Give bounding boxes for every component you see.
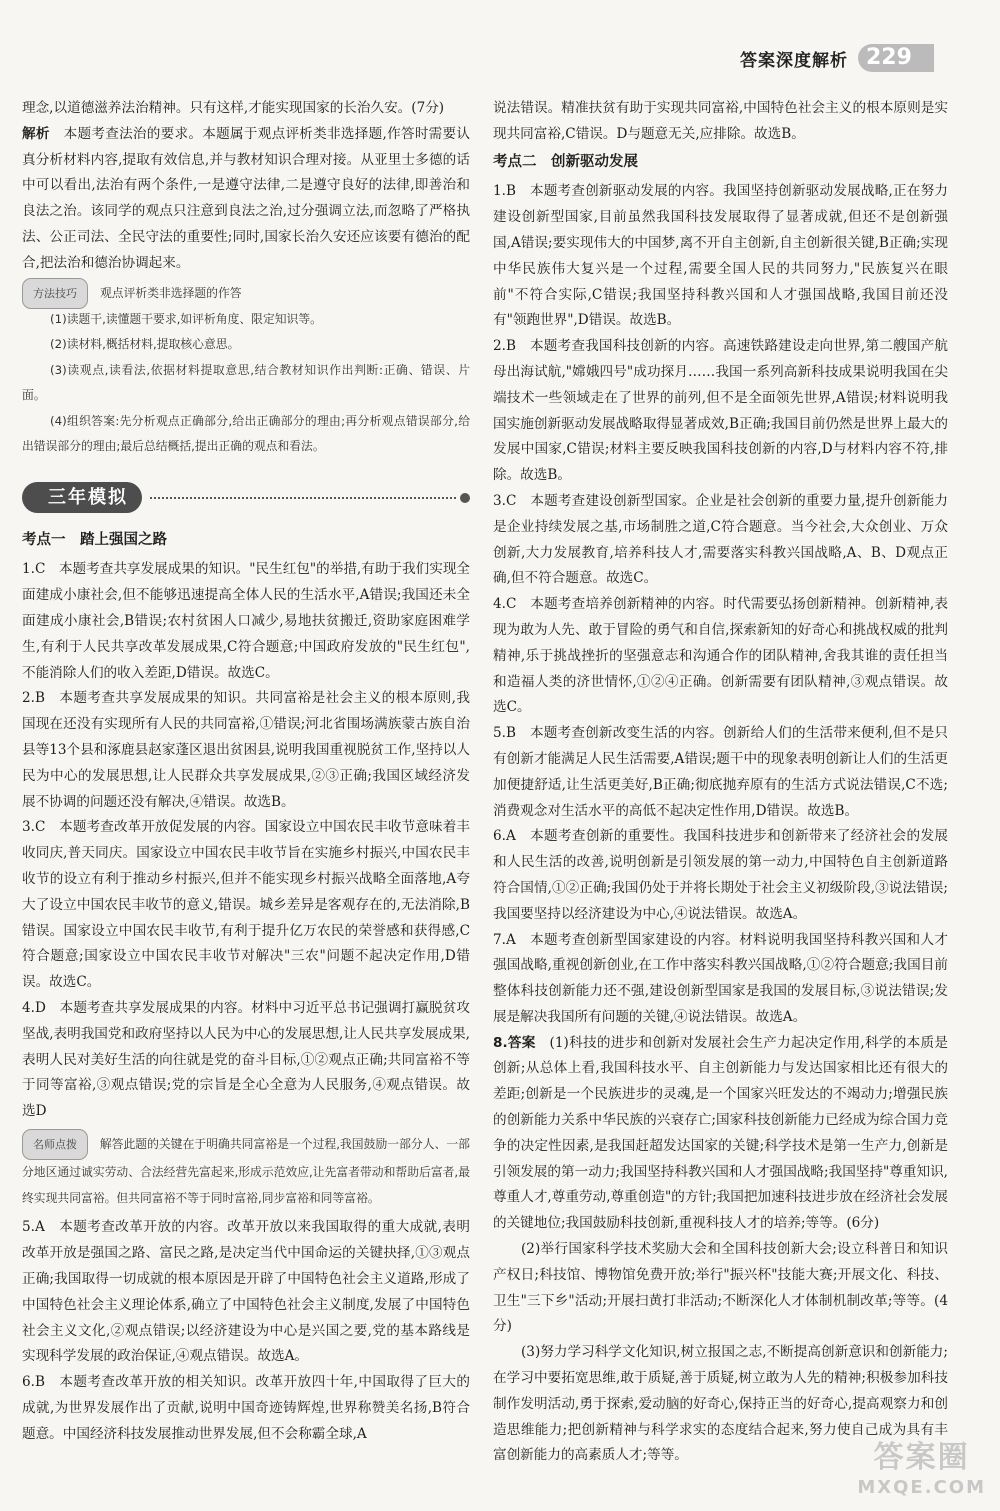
kp2-title: 考点二 创新驱动发展 <box>493 153 638 170</box>
tip-item: (3)读观点,读看法,依据材料提取意思,结合教材知识作出判断:正确、错误、片面。 <box>22 362 470 403</box>
tip-item: (2)读材料,概括材料,提取核心意思。 <box>50 337 240 352</box>
watermark-logo <box>857 1440 986 1503</box>
analysis-label: 解析 <box>22 125 50 142</box>
question-answer: 6.A 本题考查创新的重要性。我国科技进步和创新带来了经济社会的发展和人民生活的改善,说明创新是引领发展的第一动力,中国特色自主创新道路符合国情,①②正确;我国仍处于并将长期处于社会主义初级阶段,③说法错误;我国要坚持以经济建设为中心,④说法错误。故选A。 <box>493 828 948 922</box>
tip-item: (1)读题干,读懂题干要求,如评析角度、限定知识等。 <box>50 311 322 326</box>
tip-item: (4)组织答案:先分析观点正确部分,给出正确部分的理由;再分析观点错误部分,给出错误部分的理由;最后总结概括,提出正确的观点和看法。 <box>22 413 470 454</box>
answer-part: (2)举行国家科学技术奖励大会和全国科技创新大会;设立科普日和知识产权日;科技馆、博物馆免费开放;举行"振兴杯"技能大赛;开展文化、科技、卫生"三下乡"活动;开展扫黄打非活动;不断深化人才体制机制改革;等等。(4分) <box>493 1241 948 1335</box>
answer-part: (1)科技的进步和创新对发展社会生产力起决定作用,科学的本质是创新;从总体上看,我国科技水平、自主创新能力与发达国家相比还有很大的差距;创新是一个民族进步的灵魂,是一个国家兴旺发达的不竭动力;增强民族的创新能力关系中华民族的兴衰存亡;国家科技创新能力已经成为综合国力竞争的决定性因素,是我国赶超发达国家的关键;科学技术是第一生产力,创新是引领发展的第一动力;我国坚持科教兴国和人才强国战略;我国坚持"尊重知识,尊重人才,尊重劳动,尊重创造"的方针;我国把加速科技进步放在经济社会发展的关键地位;我国鼓励科技创新,重视科技人才的培养;等等。(6分) <box>493 1034 948 1232</box>
answer-8 <box>493 1031 948 1237</box>
question-answer: 1.C 本题考查共享发展成果的知识。"民生红包"的举措,有助于我们实现全面建成小康社会,但不能够迅速提高全体人民的生活水平,A错误;我国还未全面建成小康社会,B错误;农村贫困人口减少,易地扶贫搬迁,资助家庭困难学生,有利于人民共享改革发展成果,C符合题意;中国政府发放的"民生红包",不能消除人们的收入差距,D错误。故选C。 <box>22 561 471 681</box>
kp1-title: 考点一 踏上强国之路 <box>22 531 167 548</box>
paragraph: 理念,以道德滋养法治精神。只有这样,才能实现国家的长治久安。(7分) <box>22 100 445 116</box>
left-column <box>22 96 470 1448</box>
answer-label: 8.答案 <box>493 1034 536 1051</box>
tip-text: 解答此题的关键在于明确共同富裕是一个过程,我国鼓励一部分人、一部分地区通过诚实劳动、合法经营先富起来,形成示范效应,让先富者带动和帮助后富者,最终实现共同富裕。但共同富裕不等于同时富裕,同步富裕和同等富裕。 <box>22 1136 470 1205</box>
section-banner <box>22 478 470 518</box>
watermark-line: MXQE.COM <box>857 1477 986 1498</box>
question-answer: 5.B 本题考查创新改变生活的内容。创新给人们的生活带来便利,但不是只有创新才能满足人民生活需要,A错误;题干中的现象表明创新让人们的生活更加便捷舒适,让生活更美好,B正确;彻底抛弃原有的生活方式说法错误,C不选;消费观念对生活水平的高低不起决定性作用,D错误。故选B。 <box>493 725 948 819</box>
question-answer: 2.B 本题考查共享发展成果的知识。共同富裕是社会主义的根本原则,我国现在还没有实现所有人民的共同富裕,①错误;河北省围场满族蒙古族自治县等13个县和涿鹿县赵家蓬区退出贫困县,说明我国重视脱贫工作,坚持以人民为中心的发展思想,让人民群众共享发展成果,②③正确;我国区域经济发展不协调的问题还没有解决,④错误。故选B。 <box>22 690 470 810</box>
page-number: 229 <box>858 44 934 72</box>
answer-part: (3)努力学习科学文化知识,树立报国之志,不断提高创新意识和创新能力;在学习中要拓宽思维,敢于质疑,善于质疑,树立敢为人先的精神;积极参加科技制作发明活动,勇于探索,爱动脑的好奇心,保持正当的好奇心,提高观察力和创造思维能力;把创新精神与科学求实的态度结合起来,努力使自己成为具有丰富创新能力的高素质人才;等等。 <box>493 1344 948 1464</box>
watermark-line: 答案圈 <box>873 1440 970 1475</box>
banner-divider <box>150 497 456 499</box>
question-answer: 6.B 本题考查改革开放的相关知识。改革开放四十年,中国取得了巨大的成就,为世界发展作出了贡献,说明中国奇迹铸辉煌,世界称赞美名扬,B符合题意。中国经济科技发展推动世界发展,但不会称霸全球,A <box>22 1374 470 1442</box>
tip-badge: 名师点拨 <box>22 1129 88 1161</box>
tip-title: 观点评析类非选择题的作答 <box>100 285 242 300</box>
question-answer: 5.A 本题考查改革开放的内容。改革开放以来我国取得的重大成就,表明改革开放是强国之路、富民之路,是决定当代中国命运的关键抉择,①③观点正确;我国取得一切成就的根本原因是开辟了中国特色社会主义道路,形成了中国特色社会主义理论体系,确立了中国特色社会主义制度,发展了中国特色社会主义文化,②观点错误;以经济建设为中心是兴国之要,党的基本路线是实现科学发展的政治保证,④观点错误。故选A。 <box>22 1219 470 1365</box>
tip-badge: 方法技巧 <box>22 278 88 310</box>
paragraph: 说法错误。精准扶贫有助于实现共同富裕,中国特色社会主义的根本原则是实现共同富裕,C错误。D与题意无关,应排除。故选B。 <box>493 100 948 142</box>
question-answer: 3.C 本题考查改革开放促发展的内容。国家设立中国农民丰收节意味着丰收同庆,普天同庆。国家设立中国农民丰收节旨在实施乡村振兴,中国农民丰收节的设立有利于推动乡村振兴,但并不能实现乡村振兴战略全面落地,A夸大了设立中国农民丰收节的意义,错误。城乡差异是客观存在的,无法消除,B错误。国家设立中国农民丰收节,有利于提升亿万农民的荣誉感和获得感,C符合题意;国家设立中国农民丰收节对解决"三农"问题不起决定作用,D错误。故选C。 <box>22 819 470 991</box>
question-answer: 4.D 本题考查共享发展成果的内容。材料中习近平总书记强调打赢脱贫攻坚战,表明我国党和政府坚持以人民为中心的发展思想,让人民共享发展成果,表明人民对美好生活的向往就是党的奋斗目标,①②观点正确;共同富裕不等于同等富裕,③观点错误;党的宗旨是全心全意为人民服务,④观点错误。故选D <box>22 999 470 1120</box>
question-answer: 4.C 本题考查培养创新精神的内容。时代需要弘扬创新精神。创新精神,表现为敢为人先、敢于冒险的勇气和自信,探索新知的好奇心和挑战权威的批判精神,乐于挑战挫折的坚强意志和沟通合作的团队精神,舍我其谁的责任担当和造福人类的济世情怀,①②④正确。创新需要有团队精神,③观点错误。故选C。 <box>493 596 948 716</box>
method-tip-box <box>22 281 470 460</box>
page-header <box>740 38 980 78</box>
header-title: 答案深度解析 <box>740 50 848 71</box>
question-answer: 7.A 本题考查创新型国家建设的内容。材料说明我国坚持科教兴国和人才强国战略,重视创新创业,在工作中落实科教兴国战略,①②符合题意;我国目前整体科技创新能力还不强,建设创新型国家是我国的发展目标,③说法错误;发展是解决我国所有问题的关键,④说法错误。故选A。 <box>493 931 948 1025</box>
right-column <box>493 96 948 1469</box>
teacher-tip-box <box>22 1129 470 1212</box>
question-answer: 3.C 本题考查建设创新型国家。企业是社会创新的重要力量,提升创新能力是企业持续发展之基,市场制胜之道,C符合题意。当今社会,大众创业、万众创新,大力发展教育,培养科技人才,需要落实科教兴国战略,A、B、D观点正确,但不符合题意。故选C。 <box>493 492 948 587</box>
question-answer: 2.B 本题考查我国科技创新的内容。高速铁路建设走向世界,第二艘国产航母出海试航,"嫦娥四号"成功探月……我国一系列高新科技成果说明我国在尖端技术一些领域走在了世界的前列,但不是全面领先世界,A错误;材料说明我国实施创新驱动发展战略取得显著成效,B正确;我国目前仍然是世界上最大的发展中国家,C错误;材料主要反映我国科技创新的内容,D与材料内容不符,排除。故选B。 <box>493 338 948 484</box>
banner-title: 三年模拟 <box>22 482 142 514</box>
analysis-text: 本题考查法治的要求。本题属于观点评析类非选择题,作答时需要认真分析材料内容,提取有效信息,并与教材知识合理对接。从亚里士多德的话中可以看出,法治有两个条件,一是遵守法律,二是遵守良好的法律,即善治和良法之治。该同学的观点只注意到良法之治,过分强调立法,而忽略了严格执法、公正司法、全民守法的重要性;同时,国家长治久安还应该要有德治的配合,把法治和德治协调起来。 <box>22 125 471 271</box>
question-answer: 1.B 本题考查创新驱动发展的内容。我国坚持创新驱动发展战略,正在努力建设创新型国家,目前虽然我国科技发展取得了显著成就,但还不是创新强国,A错误;要实现伟大的中国梦,离不开自主创新,自主创新很关键,B正确;实现中华民族伟大复兴是一个过程,需要全国人民的共同努力,"民族复兴在眼前"不符合实际,C错误;我国坚持科教兴国和人才强国战略,我国目前还没有"领跑世界",D错误。故选B。 <box>493 183 948 329</box>
analysis-paragraph <box>22 122 470 277</box>
banner-dot-icon <box>460 493 470 503</box>
